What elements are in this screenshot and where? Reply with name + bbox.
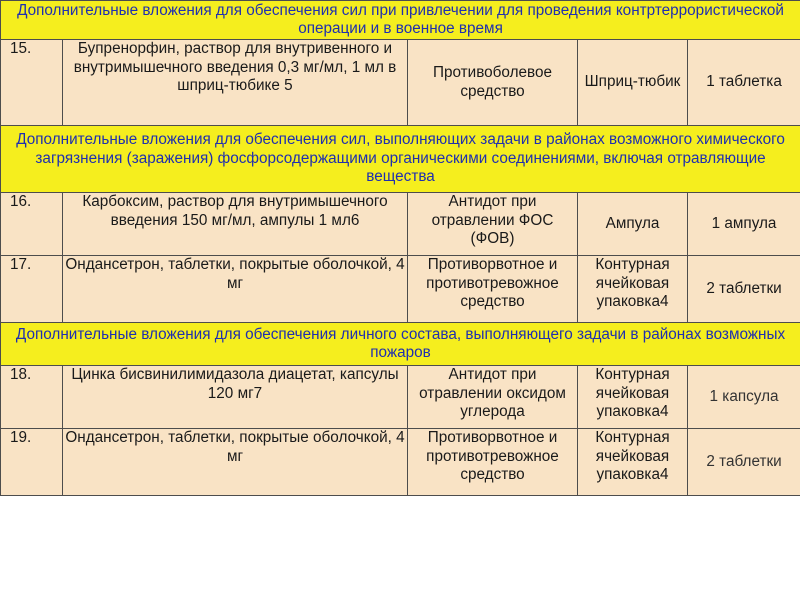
quantity-cell: 1 таблетка <box>688 40 800 126</box>
section-title: Дополнительные вложения для обеспечения личного состава, выполняющего задачи в районах возможных пожаров <box>1 323 800 366</box>
quantity-cell: 1 ампула <box>688 193 800 256</box>
drug-group-cell: Антидот при отравлении оксидом углерода <box>408 366 578 429</box>
dosage-form-cell: Контурная ячейковая упаковка4 <box>578 366 688 429</box>
dosage-form-cell: Ампула <box>578 193 688 256</box>
row-number: 18. <box>1 366 63 429</box>
row-number: 15. <box>1 40 63 126</box>
drug-group-cell: Антидот при отравлении ФОС (ФОВ) <box>408 193 578 256</box>
drug-name-cell: Цинка бисвинилимидазола диацетат, капсулы 120 мг7 <box>63 366 408 429</box>
quantity-cell: 2 таблетки <box>688 256 800 323</box>
drug-name-cell: Ондансетрон, таблетки, покрытые оболочкой, 4 мг <box>63 429 408 496</box>
quantity-cell: 2 таблетки <box>688 429 800 496</box>
row-number: 16. <box>1 193 63 256</box>
table-row <box>1 193 800 256</box>
dosage-form-cell: Контурная ячейковая упаковка4 <box>578 256 688 323</box>
dosage-form-cell: Контурная ячейковая упаковка4 <box>578 429 688 496</box>
drug-name-cell: Карбоксим, раствор для внутримышечного введения 150 мг/мл, ампулы 1 мл6 <box>63 193 408 256</box>
dosage-form-cell: Шприц-тюбик <box>578 40 688 126</box>
row-number: 17. <box>1 256 63 323</box>
table-row <box>1 256 800 323</box>
section-header-row <box>1 126 800 193</box>
drug-name-cell: Бупренорфин, раствор для внутривенного и внутримышечного введения 0,3 мг/мл, 1 мл в шприц-тюбике 5 <box>63 40 408 126</box>
row-number: 19. <box>1 429 63 496</box>
drug-name-cell: Ондансетрон, таблетки, покрытые оболочкой, 4 мг <box>63 256 408 323</box>
table-row <box>1 40 800 126</box>
quantity-cell: 1 капсула <box>688 366 800 429</box>
section-title: Дополнительные вложения для обеспечения сил при привлечении для проведения контртеррористической операции и в военное время <box>1 1 800 40</box>
table-row <box>1 366 800 429</box>
section-header-row <box>1 323 800 366</box>
table-row <box>1 429 800 496</box>
drug-group-cell: Противоболевое средство <box>408 40 578 126</box>
section-title: Дополнительные вложения для обеспечения сил, выполняющих задачи в районах возможного химического загрязнения (заражения) фосфорсодержащими органическими соединениями, включая отравляющие вещества <box>1 126 800 193</box>
section-header-row <box>1 1 800 40</box>
drug-group-cell: Противорвотное и противотревожное средство <box>408 256 578 323</box>
drug-group-cell: Противорвотное и противотревожное средство <box>408 429 578 496</box>
